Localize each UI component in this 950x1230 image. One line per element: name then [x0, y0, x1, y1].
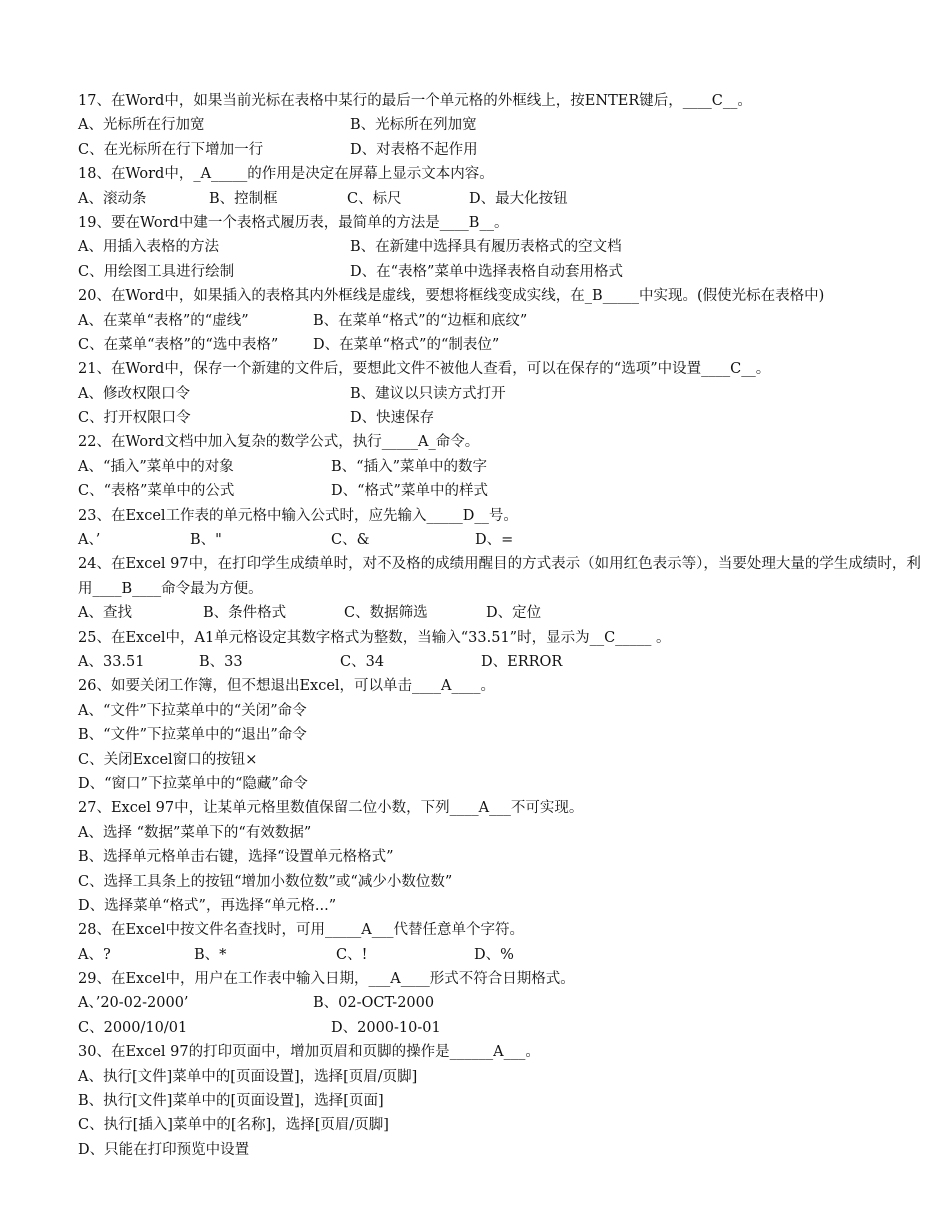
option-d: D、“窗口”下拉菜单中的“隐藏”命令: [78, 775, 308, 792]
question-22: 22、在Word文档中加入复杂的数学公式，执行_____A_命令。: [78, 434, 480, 451]
option-c: C、在菜单“表格”的“选中表格”: [78, 336, 279, 353]
question-17: 17、在Word中，如果当前光标在表格中某行的最后一个单元格的外框线上，按ENTER键后，____C__。: [78, 93, 752, 109]
option-b: B、“插入”菜单中的数字: [331, 458, 487, 475]
option-c: C、用绘图工具进行绘制: [78, 263, 235, 280]
option-b: B、条件格式: [203, 605, 287, 622]
question-24: 24、在Excel 97中，在打印学生成绩单时，对不及格的成绩用醒目的方式表示（如用红色表示等），当要处理大量的学生成绩时，利用____B____命令最为方便。: [78, 556, 921, 597]
option-b: B、选择单元格单击右键，选择“设置单元格格式”: [78, 849, 394, 866]
option-d: D、最大化按钮: [469, 190, 568, 207]
option-d: D、在“表格”菜单中选择表格自动套用格式: [350, 263, 623, 280]
question-26: 26、如要关闭工作簿，但不想退出Excel，可以单击____A____。: [78, 678, 496, 695]
question-list: [78, 89, 928, 1162]
option-d: D、ERROR: [481, 654, 563, 671]
option-row: [78, 382, 928, 406]
question-18: 18、在Word中，_A_____的作用是决定在屏幕上显示文本内容。: [78, 166, 494, 183]
option-b: B、02-OCT-2000: [313, 995, 435, 1012]
option-a: A、在菜单“表格”的“虚线”: [78, 312, 249, 329]
option-a: A、查找: [78, 605, 132, 622]
option-a: A、光标所在行加宽: [78, 117, 205, 134]
option-a: A、执行[文件]菜单中的[页面设置]，选择[页眉/页脚]: [78, 1068, 418, 1085]
question-25: 25、在Excel中，A1单元格设定其数字格式为整数，当输入“33.51”时，显示为__C_____ 。: [78, 629, 671, 646]
option-c: C、!: [336, 946, 368, 963]
option-row: [78, 260, 928, 284]
option-c: C、数据筛选: [344, 605, 428, 622]
question-28: 28、在Excel中按文件名查找时，可用_____A___代替任意单个字符。: [78, 922, 525, 939]
question-23: 23、在Excel工作表的单元格中输入公式时，应先输入_____D__号。: [78, 507, 518, 524]
option-b: B、控制框: [209, 190, 278, 207]
option-d: D、定位: [486, 605, 542, 622]
option-a: A、“文件”下拉菜单中的“关闭”命令: [78, 702, 307, 719]
option-a: A、选择 “数据”菜单下的“有效数据”: [78, 824, 312, 841]
option-c: C、在光标所在行下增加一行: [78, 141, 264, 158]
option-row: [78, 991, 928, 1015]
option-a: A、33.51: [78, 654, 145, 671]
option-b: B、建议以只读方式打开: [350, 385, 506, 402]
option-row: [78, 333, 928, 357]
option-d: D、只能在打印预览中设置: [78, 1141, 250, 1158]
option-d: D、%: [474, 946, 514, 963]
option-a: A、用插入表格的方法: [78, 239, 219, 256]
option-row: [78, 943, 928, 967]
option-c: C、打开权限口令: [78, 410, 191, 427]
option-d: D、在菜单“格式”的“制表位”: [313, 336, 500, 353]
option-c: C、执行[插入]菜单中的[名称]，选择[页眉/页脚]: [78, 1117, 389, 1134]
option-row: [78, 406, 928, 430]
option-b: B、在新建中选择具有履历表格式的空文档: [350, 239, 622, 256]
option-row: [78, 187, 928, 211]
option-d: D、“格式”菜单中的样式: [331, 483, 488, 500]
option-b: B、“文件”下拉菜单中的“退出”命令: [78, 727, 307, 744]
question-20: 20、在Word中，如果插入的表格其内外框线是虚线，要想将框线变成实线，在_B_____中实现。(假使光标在表格中): [78, 288, 825, 305]
option-a: A、’: [78, 532, 101, 549]
option-b: B、*: [194, 946, 227, 963]
option-c: C、2000/10/01: [78, 1019, 188, 1036]
option-c: C、34: [340, 654, 385, 671]
option-row: [78, 1016, 928, 1040]
option-row: [78, 455, 928, 479]
question-21: 21、在Word中，保存一个新建的文件后，要想此文件不被他人查看，可以在保存的“选项”中设置____C__。: [78, 361, 771, 378]
option-d: D、选择菜单“格式”，再选择“单元格...”: [78, 897, 337, 914]
option-d: D、对表格不起作用: [350, 141, 478, 158]
option-row: [78, 601, 928, 625]
option-c: C、标尺: [347, 190, 402, 207]
option-row: [78, 309, 928, 333]
option-d: D、2000-10-01: [331, 1019, 441, 1036]
option-a: A、滚动条: [78, 190, 147, 207]
option-a: A、?: [78, 946, 111, 963]
option-b: B、执行[文件]菜单中的[页面设置]，选择[页面]: [78, 1093, 384, 1110]
option-row: [78, 235, 928, 259]
option-d: D、快速保存: [350, 410, 435, 427]
question-29: 29、在Excel中，用户在工作表中输入日期，___A____形式不符合日期格式。: [78, 971, 575, 988]
option-b: B、33: [199, 654, 243, 671]
option-row: [78, 138, 928, 162]
option-row: [78, 528, 928, 552]
option-a: A、“插入”菜单中的对象: [78, 458, 234, 475]
option-row: [78, 479, 928, 503]
option-c: C、“表格”菜单中的公式: [78, 483, 235, 500]
question-30: 30、在Excel 97的打印页面中，增加页眉和页脚的操作是______A___。: [78, 1044, 540, 1061]
option-a: A、修改权限口令: [78, 385, 190, 402]
option-row: [78, 113, 928, 137]
option-b: B、光标所在列加宽: [350, 117, 477, 134]
option-a: A、’20-02-2000’: [78, 995, 189, 1012]
question-19: 19、要在Word中建一个表格式履历表，最简单的方法是____B__。: [78, 214, 509, 231]
option-b: B、": [190, 532, 222, 549]
option-b: B、在菜单“格式”的“边框和底纹”: [313, 312, 528, 329]
question-27: 27、Excel 97中，让某单元格里数值保留二位小数，下列____A___不可实现。: [78, 800, 584, 817]
option-c: C、关闭Excel窗口的按钮×: [78, 751, 258, 768]
option-row: [78, 650, 928, 674]
option-c: C、&: [331, 532, 370, 549]
option-d: D、=: [475, 532, 514, 549]
option-c: C、选择工具条上的按钮“增加小数位数”或“减少小数位数”: [78, 873, 453, 890]
